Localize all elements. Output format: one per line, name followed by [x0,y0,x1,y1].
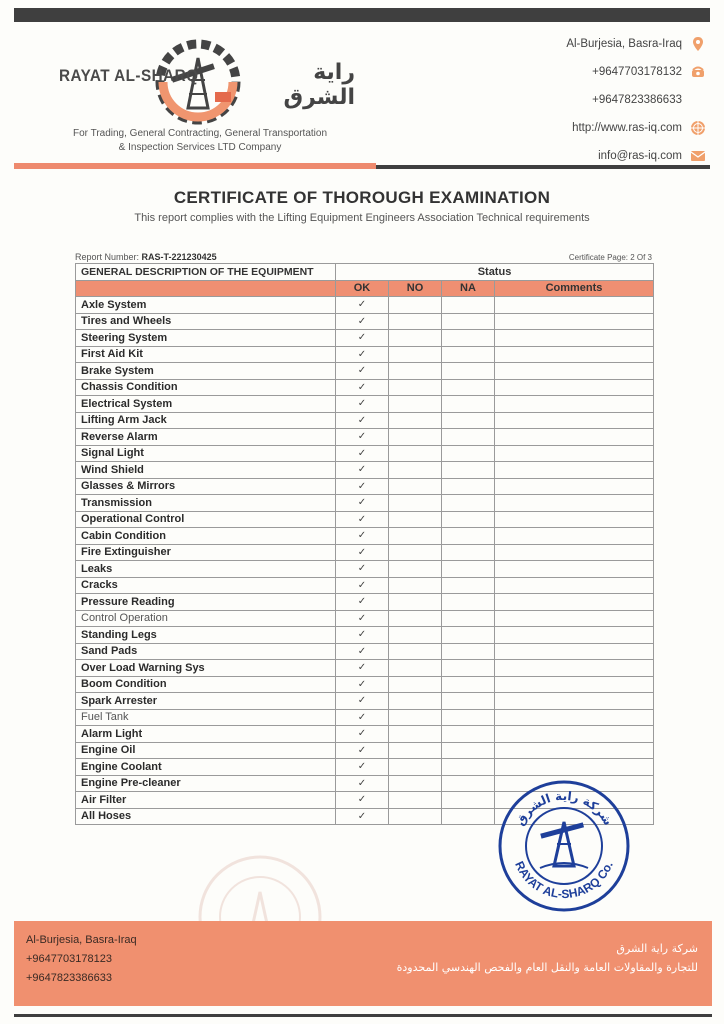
status-na-cell [442,330,495,347]
contact-email-text[interactable]: info@ras-iq.com [598,150,682,162]
status-no-cell [389,577,442,594]
status-na-cell [442,511,495,528]
location-pin-icon [690,36,706,52]
status-no-cell [389,792,442,809]
status-ok-cell: ✓ [336,346,389,363]
status-na-cell [442,528,495,545]
equipment-status-table [75,263,654,825]
column-ok: OK [336,280,389,297]
certificate-subtitle: This report complies with the Lifting Equipment Engineers Association Technical requirements [134,212,590,224]
status-ok-cell: ✓ [336,808,389,825]
status-na-cell [442,693,495,710]
comments-cell [495,330,654,347]
status-na-cell [442,594,495,611]
comments-cell [495,676,654,693]
status-na-cell [442,660,495,677]
footer-arabic-line-1: شركة راية الشرق [616,942,698,955]
comments-cell [495,313,654,330]
equipment-item-label: Fuel Tank [76,709,336,726]
status-ok-cell: ✓ [336,379,389,396]
tagline-line-1: For Trading, General Contracting, General Transportation [72,128,328,139]
status-no-cell [389,660,442,677]
equipment-item-label: Cracks [76,577,336,594]
table-row [76,742,654,759]
status-no-cell [389,775,442,792]
status-ok-cell: ✓ [336,577,389,594]
equipment-item-label: Reverse Alarm [76,429,336,446]
status-no-cell [389,346,442,363]
status-no-cell [389,759,442,776]
table-row [76,313,654,330]
footer-phone-1: +9647703178123 [26,953,112,965]
status-no-cell [389,330,442,347]
table-row [76,610,654,627]
status-ok-cell: ✓ [336,610,389,627]
table-row [76,363,654,380]
comments-cell [495,610,654,627]
equipment-item-label: Pressure Reading [76,594,336,611]
report-number-label: Report Number: [75,252,140,262]
table-row [76,412,654,429]
status-no-cell [389,396,442,413]
table-row [76,676,654,693]
status-na-cell [442,577,495,594]
comments-cell [495,759,654,776]
status-ok-cell: ✓ [336,363,389,380]
comments-cell [495,544,654,561]
equipment-item-label: Steering System [76,330,336,347]
status-no-cell [389,676,442,693]
header-top-bar [14,8,710,22]
status-ok-cell: ✓ [336,511,389,528]
company-logo [55,30,355,130]
logo-arabic-text: راية الشرق [283,60,355,110]
status-ok-cell: ✓ [336,478,389,495]
status-na-cell [442,808,495,825]
status-na-cell [442,561,495,578]
status-ok-cell: ✓ [336,412,389,429]
table-row [76,709,654,726]
status-na-cell [442,495,495,512]
status-no-cell [389,709,442,726]
comments-cell [495,478,654,495]
envelope-icon [690,148,706,164]
status-no-cell [389,594,442,611]
status-na-cell [442,445,495,462]
equipment-item-label: Boom Condition [76,676,336,693]
status-ok-cell: ✓ [336,330,389,347]
comments-cell [495,297,654,314]
status-na-cell [442,610,495,627]
stamp-arabic-text: شركة راية الشرق [512,788,616,828]
equipment-item-label: Cabin Condition [76,528,336,545]
table-row [76,759,654,776]
table-row [76,660,654,677]
page-footer [14,921,712,1006]
status-no-cell [389,561,442,578]
equipment-item-label: Glasses & Mirrors [76,478,336,495]
status-na-cell [442,775,495,792]
table-row [76,594,654,611]
status-na-cell [442,627,495,644]
status-no-cell [389,511,442,528]
status-na-cell [442,709,495,726]
status-no-cell [389,462,442,479]
comments-cell [495,660,654,677]
status-header: Status [336,264,654,281]
status-na-cell [442,792,495,809]
equipment-item-label: Electrical System [76,396,336,413]
header-contacts [506,30,706,170]
certificate-page-indicator: Certificate Page: 2 Of 3 [568,253,652,262]
header-dark-line [376,165,710,169]
comments-cell [495,643,654,660]
footer-bottom-line [14,1014,712,1017]
equipment-item-label: Transmission [76,495,336,512]
contact-address-text: Al-Burjesia, Basra-Iraq [566,38,682,50]
status-ok-cell: ✓ [336,462,389,479]
description-header: GENERAL DESCRIPTION OF THE EQUIPMENT [76,264,336,281]
footer-arabic-line-2: للتجارة والمقاولات العامة والنقل العام والفحص الهندسي المحدودة [396,961,698,974]
comments-cell [495,577,654,594]
table-row [76,330,654,347]
status-no-cell [389,528,442,545]
comments-cell [495,412,654,429]
status-ok-cell: ✓ [336,775,389,792]
status-ok-cell: ✓ [336,528,389,545]
description-subheader [76,280,336,297]
status-na-cell [442,412,495,429]
column-no: NO [389,280,442,297]
report-number-value: RAS-T-221230425 [141,252,217,262]
status-no-cell [389,808,442,825]
comments-cell [495,528,654,545]
logo-latin-text: RAYAT AL-SHARQ [59,66,199,85]
status-na-cell [442,363,495,380]
comments-cell [495,445,654,462]
header-accent-line [14,163,376,169]
equipment-item-label: Tires and Wheels [76,313,336,330]
column-na: NA [442,280,495,297]
status-na-cell [442,676,495,693]
status-na-cell [442,742,495,759]
tagline-line-2: & Inspection Services LTD Company [118,142,282,153]
equipment-item-label: Brake System [76,363,336,380]
comments-cell [495,726,654,743]
table-row [76,297,654,314]
equipment-item-label: Lifting Arm Jack [76,412,336,429]
comments-cell [495,594,654,611]
comments-cell [495,462,654,479]
status-no-cell [389,610,442,627]
status-na-cell [442,462,495,479]
stamp-latin-text: RAYAT AL-SHARQ Co. [512,859,616,902]
table-row [76,561,654,578]
equipment-item-label: Air Filter [76,792,336,809]
status-no-cell [389,363,442,380]
status-ok-cell: ✓ [336,643,389,660]
table-row [76,346,654,363]
status-na-cell [442,759,495,776]
status-na-cell [442,544,495,561]
status-ok-cell: ✓ [336,676,389,693]
comments-cell [495,363,654,380]
status-ok-cell: ✓ [336,709,389,726]
comments-cell [495,495,654,512]
equipment-item-label: Alarm Light [76,726,336,743]
status-ok-cell: ✓ [336,594,389,611]
status-no-cell [389,297,442,314]
equipment-item-label: Operational Control [76,511,336,528]
equipment-item-label: Chassis Condition [76,379,336,396]
comments-cell [495,742,654,759]
footer-address: Al-Burjesia, Basra-Iraq [26,934,137,946]
phone-icon [690,64,706,80]
equipment-item-label: Axle System [76,297,336,314]
table-row [76,693,654,710]
table-row [76,495,654,512]
equipment-item-label: Engine Oil [76,742,336,759]
status-ok-cell: ✓ [336,693,389,710]
comments-cell [495,511,654,528]
equipment-item-label: Control Operation [76,610,336,627]
status-no-cell [389,726,442,743]
report-number [75,252,217,262]
table-row [76,511,654,528]
contact-phone-2-text: +9647823386633 [592,94,682,106]
comments-cell [495,709,654,726]
status-ok-cell: ✓ [336,495,389,512]
status-na-cell [442,396,495,413]
status-na-cell [442,726,495,743]
status-na-cell [442,643,495,660]
comments-cell [495,396,654,413]
footer-phone-2: +9647823386633 [26,972,112,984]
equipment-rows [76,297,654,825]
table-row [76,627,654,644]
status-ok-cell: ✓ [336,726,389,743]
status-na-cell [442,429,495,446]
table-row [76,544,654,561]
comments-cell [495,379,654,396]
status-ok-cell: ✓ [336,627,389,644]
status-no-cell [389,544,442,561]
status-ok-cell: ✓ [336,759,389,776]
contact-website[interactable] [506,114,706,142]
comments-cell [495,429,654,446]
status-ok-cell: ✓ [336,429,389,446]
status-ok-cell: ✓ [336,561,389,578]
status-no-cell [389,445,442,462]
comments-cell [495,561,654,578]
status-ok-cell: ✓ [336,544,389,561]
equipment-item-label: Standing Legs [76,627,336,644]
contact-phone-2 [506,86,706,114]
equipment-item-label: Spark Arrester [76,693,336,710]
table-row [76,379,654,396]
equipment-item-label: Sand Pads [76,643,336,660]
status-no-cell [389,627,442,644]
status-no-cell [389,478,442,495]
status-na-cell [442,346,495,363]
certificate-title: CERTIFICATE OF THOROUGH EXAMINATION [173,188,551,207]
table-row [76,396,654,413]
status-ok-cell: ✓ [336,297,389,314]
equipment-item-label: Leaks [76,561,336,578]
table-row [76,462,654,479]
contact-address [506,30,706,58]
company-stamp [496,778,632,914]
equipment-item-label: First Aid Kit [76,346,336,363]
status-ok-cell: ✓ [336,660,389,677]
status-no-cell [389,412,442,429]
status-ok-cell: ✓ [336,742,389,759]
equipment-item-label: Engine Coolant [76,759,336,776]
column-comments: Comments [495,280,654,297]
equipment-item-label: Fire Extinguisher [76,544,336,561]
table-row [76,643,654,660]
equipment-item-label: Engine Pre-cleaner [76,775,336,792]
table-row [76,445,654,462]
company-tagline [55,127,345,155]
table-row [76,429,654,446]
contact-website-text[interactable]: http://www.ras-iq.com [572,122,682,134]
table-row [76,577,654,594]
status-ok-cell: ✓ [336,792,389,809]
status-ok-cell: ✓ [336,313,389,330]
status-na-cell [442,297,495,314]
comments-cell [495,346,654,363]
equipment-item-label: Wind Shield [76,462,336,479]
comments-cell [495,693,654,710]
status-ok-cell: ✓ [336,396,389,413]
table-row [76,528,654,545]
equipment-item-label: Signal Light [76,445,336,462]
status-no-cell [389,379,442,396]
status-na-cell [442,313,495,330]
contact-phone-1 [506,58,706,86]
comments-cell [495,627,654,644]
globe-icon [690,120,706,136]
status-no-cell [389,742,442,759]
status-na-cell [442,379,495,396]
table-row [76,478,654,495]
status-no-cell [389,313,442,330]
equipment-item-label: Over Load Warning Sys [76,660,336,677]
status-no-cell [389,643,442,660]
table-row [76,726,654,743]
equipment-item-label: All Hoses [76,808,336,825]
footer-arabic-company [397,939,698,977]
status-na-cell [442,478,495,495]
contact-phone-1-text: +9647703178132 [592,66,682,78]
status-ok-cell: ✓ [336,445,389,462]
footer-contacts [26,931,137,988]
status-no-cell [389,429,442,446]
status-no-cell [389,693,442,710]
status-no-cell [389,495,442,512]
